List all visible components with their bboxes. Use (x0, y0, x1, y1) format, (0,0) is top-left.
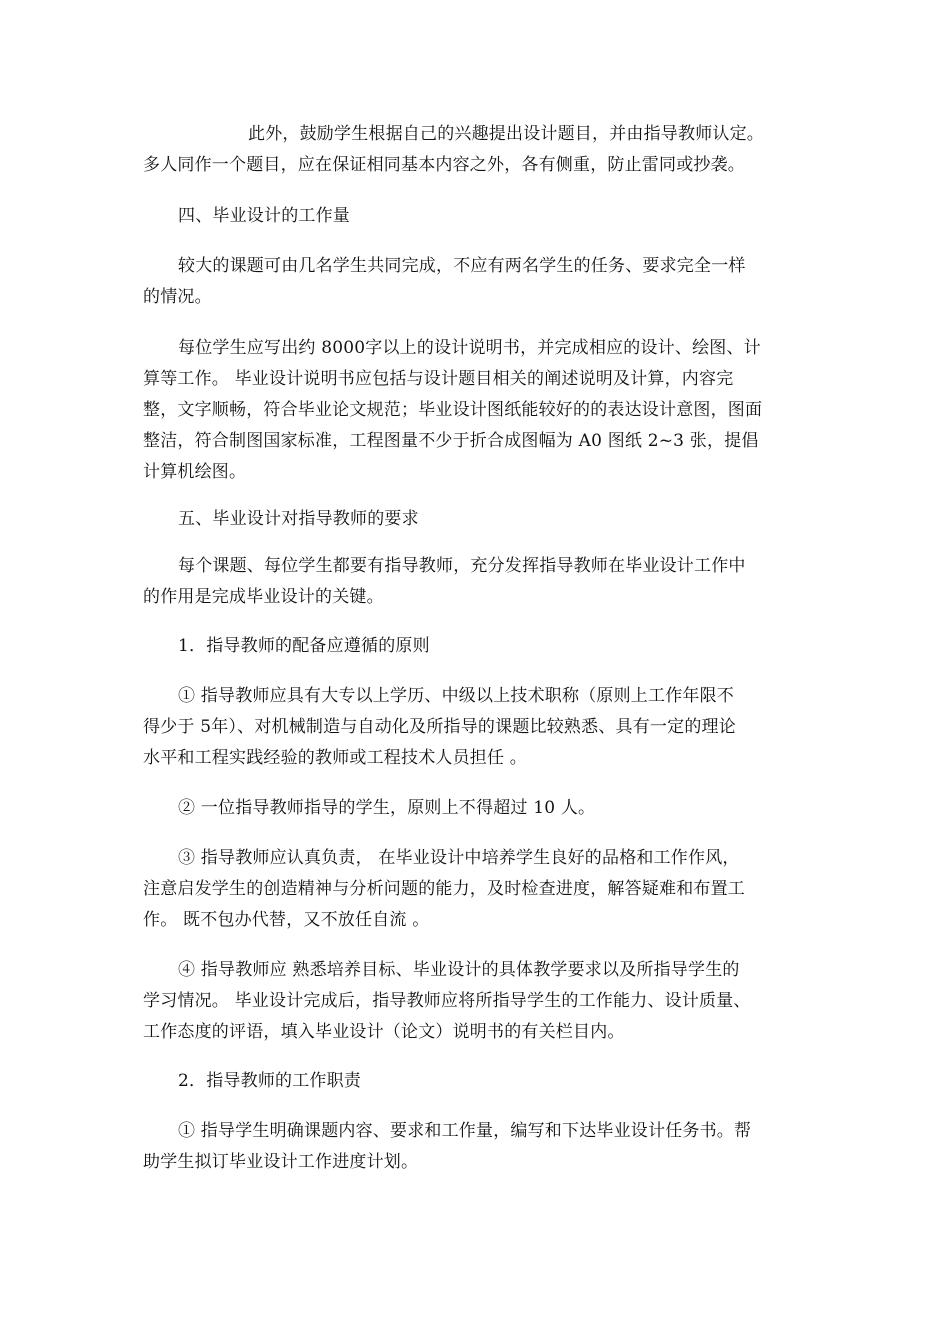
paragraph-line: ② 一位指导教师指导的学生，原则上不得超过 10 人。 (178, 798, 596, 818)
section-heading: 五、毕业设计对指导教师的要求 (178, 509, 419, 529)
paragraph-line: 得少于 5年）、对机械制造与自动化及所指导的课题比较熟悉、具有一定的理论 (143, 717, 736, 737)
paragraph-line: 的作用是完成毕业设计的关键。 (143, 587, 384, 607)
paragraph-line: ③ 指导教师应认真负责， 在毕业设计中培养学生良好的品格和工作作风， (178, 848, 740, 868)
section-heading: 四、毕业设计的工作量 (178, 206, 350, 226)
paragraph-line: 作。 既不包办代替，又不放任自流 。 (143, 910, 430, 930)
paragraph-line: ① 指导学生明确课题内容、要求和工作量，编写和下达毕业设计任务书。帮 (178, 1121, 752, 1141)
paragraph-line: 整，文字顺畅，符合毕业论文规范；毕业设计图纸能较好的的表达设计意图，图面 (143, 400, 763, 420)
paragraph-line: 多人同作一个题目，应在保证相同基本内容之外，各有侧重，防止雷同或抄袭。 (143, 155, 745, 175)
paragraph-line: 计算机绘图。 (143, 462, 247, 482)
paragraph-line: 每位学生应写出约 8000字以上的设计说明书，并完成相应的设计、绘图、计 (178, 338, 761, 358)
paragraph-line: 工作态度的评语，填入毕业设计（论文）说明书的有关栏目内。 (143, 1022, 625, 1042)
paragraph-line: 每个课题、每位学生都要有指导教师，充分发挥指导教师在毕业设计工作中 (178, 556, 746, 576)
paragraph-line: 水平和工程实践经验的教师或工程技术人员担任 。 (143, 748, 528, 768)
paragraph-line: 注意启发学生的创造精神与分析问题的能力，及时检查进度，解答疑难和布置工 (143, 879, 745, 899)
paragraph-line: ① 指导教师应具有大专以上学历、中级以上技术职称（原则上工作年限不 (178, 686, 735, 706)
paragraph-line: 整洁，符合制图国家标准，工程图量不少于折合成图幅为 A0 图纸 2~3 张，提倡 (143, 431, 759, 451)
paragraph-line: 较大的课题可由几名学生共同完成，不应有两名学生的任务、要求完全一样 (178, 256, 746, 276)
paragraph-line: 的情况。 (143, 287, 212, 307)
subsection-heading: 2．指导教师的工作职责 (178, 1071, 362, 1091)
paragraph-line: 助学生拟订毕业设计工作进度计划。 (143, 1152, 419, 1172)
paragraph-line: 学习情况。 毕业设计完成后，指导教师应将所指导学生的工作能力、设计质量、 (143, 991, 751, 1011)
paragraph-line: ④ 指导教师应 熟悉培养目标、毕业设计的具体教学要求以及所指导学生的 (178, 960, 740, 980)
paragraph-line: 此外，鼓励学生根据自己的兴趣提出设计题目，并由指导教师认定。 (248, 124, 764, 144)
subsection-heading: 1．指导教师的配备应遵循的原则 (178, 636, 430, 656)
paragraph-line: 算等工作。 毕业设计说明书应包括与设计题目相关的阐述说明及计算，内容完 (143, 369, 734, 389)
